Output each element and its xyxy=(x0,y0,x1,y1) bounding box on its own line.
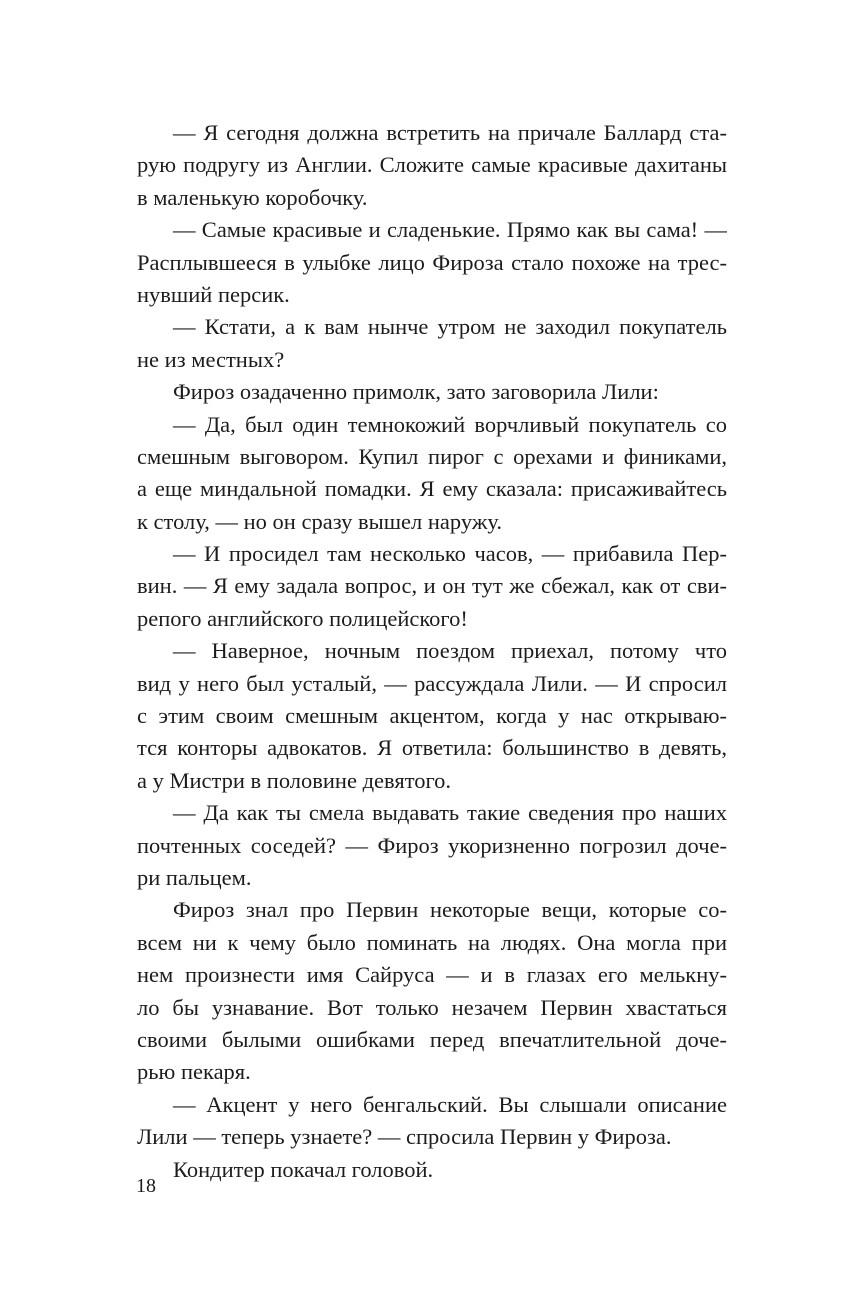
text-line: — Да как ты смела выдавать такие сведения про наших xyxy=(173,800,727,826)
paragraph xyxy=(137,117,727,214)
text-line: а у Мистри в половине девятого. xyxy=(137,767,452,793)
text-line: — Самые красивые и сладенькие. Прямо как вы сама! — xyxy=(173,217,727,243)
text-line: рую подругу из Англии. Сложите самые красивые дахитаны xyxy=(137,152,727,178)
text-line: нем произнести имя Сайруса — и в глазах его мелькну- xyxy=(137,962,727,988)
text-line: в маленькую коробочку. xyxy=(137,184,368,210)
text-line: — Я сегодня должна встретить на причале Баллард ста- xyxy=(173,120,727,145)
paragraph xyxy=(137,311,727,376)
text-line: всем ни к чему было поминать на людях. Она могла при xyxy=(137,929,727,955)
text-line: ло бы узнавание. Вот только незачем Первин хвастаться xyxy=(137,994,727,1020)
text-line: рью пекаря. xyxy=(137,1059,251,1085)
text-line: ри пальцем. xyxy=(137,864,252,890)
text-line: вин. — Я ему задала вопрос, и он тут же сбежал, как от сви- xyxy=(137,573,727,599)
text-line: своими былыми ошибками перед впечатлительной доче- xyxy=(137,1026,727,1052)
text-line: — Кстати, а к вам нынче утром не заходил покупатель xyxy=(173,314,727,340)
text-line: — Наверное, ночным поездом приехал, потому что xyxy=(173,638,727,664)
text-line: — Акцент у него бенгальский. Вы слышали описание xyxy=(173,1091,727,1117)
paragraph xyxy=(137,1154,727,1186)
text-line: Фироз озадаченно примолк, зато заговорила Лили: xyxy=(173,379,659,405)
text-line: Фироз знал про Первин некоторые вещи, которые со- xyxy=(173,897,727,923)
text-line: а еще миндальной помадки. Я ему сказала: присаживайтесь xyxy=(137,476,727,502)
text-line: тся конторы адвокатов. Я ответила: большинство в девять, xyxy=(137,735,727,761)
text-line: вид у него был усталый, — рассуждала Лили. — И спросил xyxy=(137,670,727,696)
text-line: с этим своим смешным акцентом, когда у нас открываю- xyxy=(137,703,727,729)
paragraph xyxy=(137,376,727,408)
paragraph xyxy=(137,214,727,311)
text-line: — Да, был один темнокожий ворчливый покупатель со xyxy=(173,411,727,437)
body-text xyxy=(137,117,727,1186)
paragraph xyxy=(137,1089,727,1154)
text-line: нувший персик. xyxy=(137,281,290,307)
text-line: не из местных? xyxy=(137,346,285,372)
text-line: почтенных соседей? — Фироз укоризненно погрозил доче- xyxy=(137,832,727,858)
text-line: к столу, — но он сразу вышел наружу. xyxy=(137,508,502,534)
text-line: репого английского полицейского! xyxy=(137,605,468,631)
paragraph xyxy=(137,538,727,635)
text-line: Лили — теперь узнаете? — спросила Первин у Фироза. xyxy=(137,1124,672,1150)
paragraph xyxy=(137,635,727,797)
text-line: Кондитер покачал головой. xyxy=(173,1156,434,1182)
text-line: смешным выговором. Купил пирог с орехами и финиками, xyxy=(137,443,727,469)
paragraph xyxy=(137,797,727,894)
paragraph xyxy=(137,409,727,539)
text-line: — И просидел там несколько часов, — прибавила Пер- xyxy=(173,541,727,567)
text-line: Расплывшееся в улыбке лицо Фироза стало похоже на трес- xyxy=(137,249,727,275)
page-number: 18 xyxy=(136,1175,156,1197)
paragraph xyxy=(137,894,727,1088)
